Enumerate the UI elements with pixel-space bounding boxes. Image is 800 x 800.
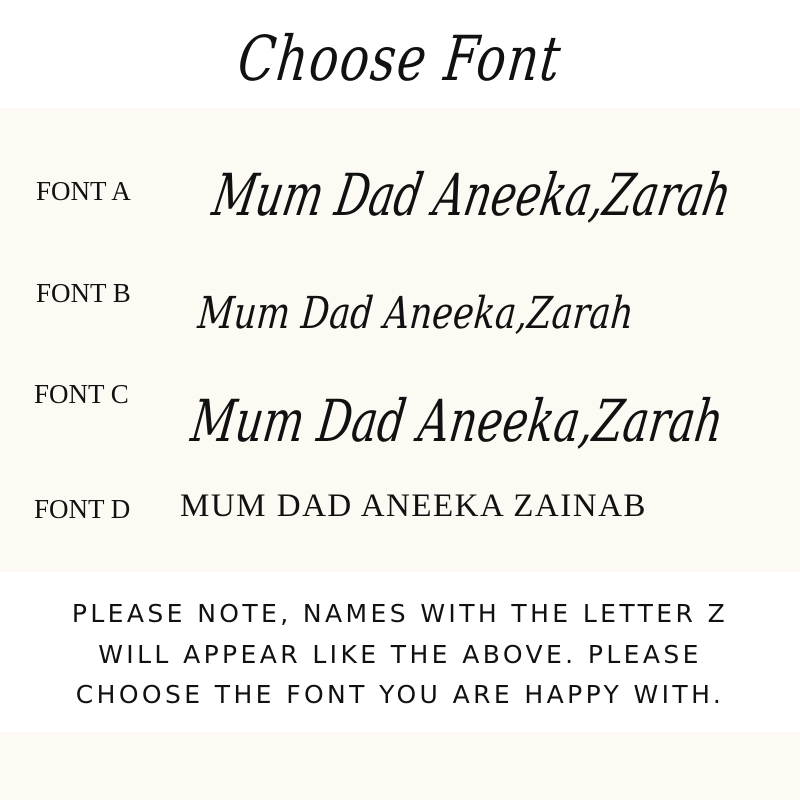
font-d-label: FONT D [34, 494, 131, 524]
font-b-sample: Mum Dad Aneeka,Zarah [195, 288, 636, 339]
note-line: PLEASE NOTE, NAMES WITH THE LETTER Z [71, 599, 729, 628]
font-a-label: FONT A [36, 176, 131, 206]
font-a-sample: Mum Dad Aneeka,Zarah [207, 161, 737, 229]
font-c-label: FONT C [34, 379, 129, 409]
note-text [0, 594, 800, 716]
font-c-sample: Mum Dad Aneeka,Zarah [187, 387, 728, 455]
note-line: WILL APPEAR LIKE THE ABOVE. PLEASE [98, 639, 702, 669]
note-line: CHOOSE THE FONT YOU ARE HAPPY WITH. [75, 680, 725, 709]
font-d-sample: MUM DAD ANEEKA ZAINAB [180, 488, 647, 524]
bottom-panel [0, 732, 800, 800]
font-b-label: FONT B [36, 278, 131, 308]
page-title: Choose Font [234, 22, 566, 95]
